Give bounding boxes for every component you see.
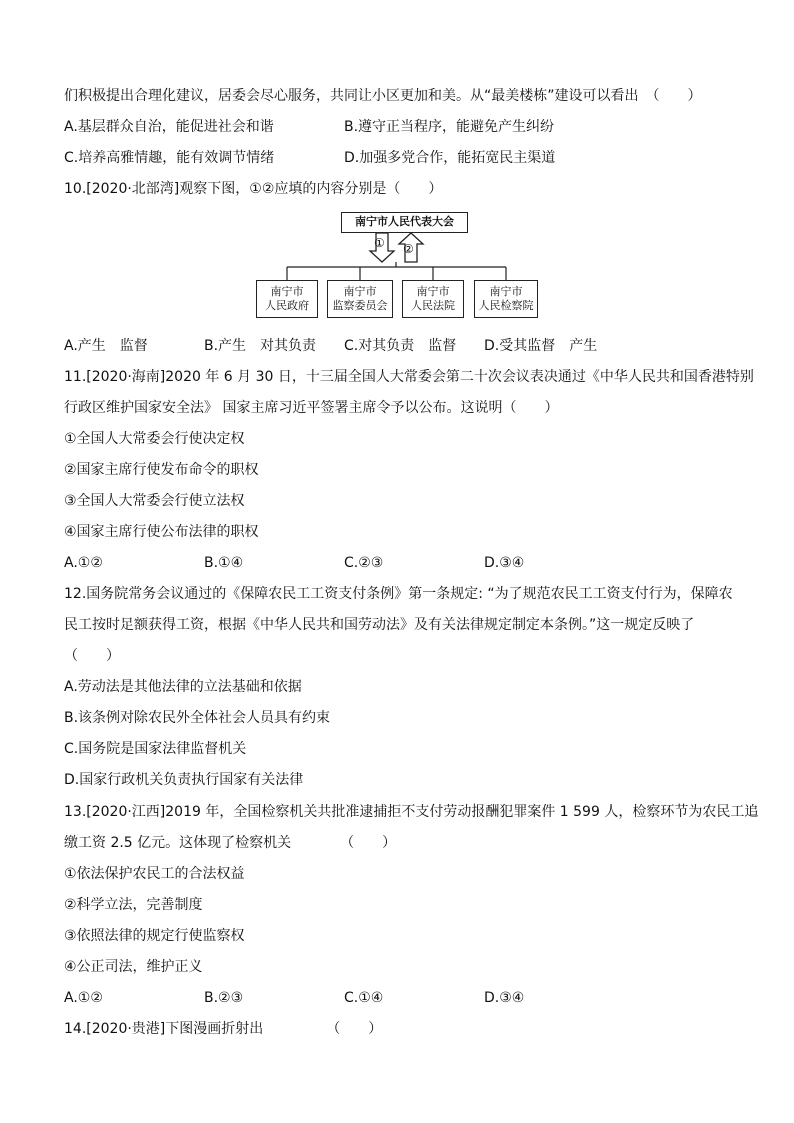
q13-stem-line2: 缴工资 2.5 亿元。这体现了检察机关 （ ） <box>64 835 397 851</box>
q11-item-1: ①全国人大常委会行使决定权 <box>64 431 245 447</box>
q9-stem-tail: 们积极提出合理化建议，居委会尽心服务，共同让小区更加和美。从“最美楼栋”建设可以看出 （ ） <box>64 88 702 104</box>
q13-item-3: ③依照法律的规定行使监察权 <box>64 928 245 944</box>
q12-option-b: B.该条例对除农民外全体社会人员具有约束 <box>64 710 331 726</box>
q12-stem-line3: （ ） <box>64 648 120 664</box>
q11-option-a: A.①② <box>64 555 103 571</box>
q10-option-b: B.产生 对其负责 <box>204 338 317 354</box>
box-supervision-commission <box>327 280 393 318</box>
q11-item-3: ③全国人大常委会行使立法权 <box>64 493 245 509</box>
box-government <box>256 280 318 318</box>
q12-option-d: D.国家行政机关负责执行国家有关法律 <box>64 772 304 788</box>
box-line: 人民政府 <box>265 299 309 312</box>
q11-stem-line2: 行政区维护国家安全法》 国家主席习近平签署主席令予以公布。这说明（ ） <box>64 400 559 416</box>
box-line: 南宁市 <box>416 285 450 298</box>
q12-stem-line2: 民工按时足额获得工资，根据《中华人民共和国劳动法》及有关法律规定制定本条例。”这一规定反映了 <box>64 617 695 633</box>
arrow-label-1: ① <box>374 236 385 250</box>
top-box-congress <box>341 212 468 233</box>
box-line: 监察委员会 <box>332 299 388 312</box>
q13-option-b: B.②③ <box>204 990 244 1006</box>
q13-stem-line1: 13.[2020·江西]2019 年，全国检察机关共批准逮捕拒不支付劳动报酬犯罪案件 1 599 人，检察环节为农民工追 <box>64 804 759 820</box>
box-line: 南宁市 <box>343 285 377 298</box>
box-court <box>402 280 464 318</box>
q10-stem: 10.[2020·北部湾]观察下图，①②应填的内容分别是（ ） <box>64 181 443 197</box>
q13-option-c: C.①④ <box>344 990 384 1006</box>
q11-item-4: ④国家主席行使公布法律的职权 <box>64 524 259 540</box>
box-line: 人民法院 <box>411 299 455 312</box>
top-box-label: 南宁市人民代表大会 <box>355 215 454 228</box>
q11-option-b: B.①④ <box>204 555 244 571</box>
q9-option-d: D.加强多党合作，能拓宽民主渠道 <box>344 150 556 166</box>
box-line: 南宁市 <box>270 285 304 298</box>
box-line: 南宁市 <box>489 285 523 298</box>
q13-item-2: ②科学立法，完善制度 <box>64 897 203 913</box>
q14-stem: 14.[2020·贵港]下图漫画折射出 （ ） <box>64 1021 383 1037</box>
q10-option-a: A.产生 监督 <box>64 338 148 354</box>
diagram-connector-lines <box>0 0 794 340</box>
box-line: 人民检察院 <box>478 299 534 312</box>
q9-option-c: C.培养高雅情趣，能有效调节情绪 <box>64 150 275 166</box>
arrow-label-2: ② <box>403 242 414 256</box>
q13-option-d: D.③④ <box>484 990 525 1006</box>
q9-option-b: B.遵守正当程序，能避免产生纠纷 <box>344 119 555 135</box>
q12-option-a: A.劳动法是其他法律的立法基础和依据 <box>64 679 302 695</box>
q11-option-c: C.②③ <box>344 555 384 571</box>
q11-stem-line1: 11.[2020·海南]2020 年 6 月 30 日，十三届全国人大常委会第二十次会议表决通过《中华人民共和国香港特别 <box>64 369 754 385</box>
q10-option-d: D.受其监督 产生 <box>484 338 598 354</box>
q11-item-2: ②国家主席行使发布命令的职权 <box>64 462 259 478</box>
q13-option-a: A.①② <box>64 990 103 1006</box>
q13-item-1: ①依法保护农民工的合法权益 <box>64 866 245 882</box>
q9-option-a: A.基层群众自治，能促进社会和谐 <box>64 119 274 135</box>
q10-option-c: C.对其负责 监督 <box>344 338 457 354</box>
q11-option-d: D.③④ <box>484 555 525 571</box>
q13-item-4: ④公正司法，维护正义 <box>64 959 203 975</box>
q12-option-c: C.国务院是国家法律监督机关 <box>64 741 247 757</box>
q12-stem-line1: 12.国务院常务会议通过的《保障农民工工资支付条例》第一条规定: “为了规范农民工工资支付行为，保障农 <box>64 586 733 602</box>
box-procuratorate <box>474 280 538 318</box>
